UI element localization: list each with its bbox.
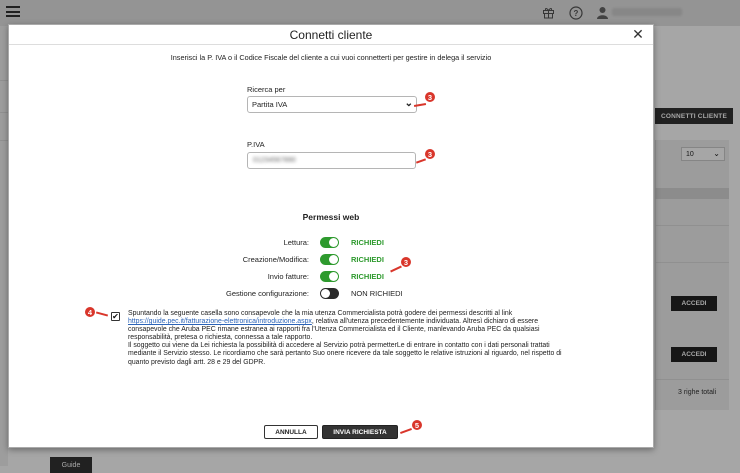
permission-toggle-creazione[interactable] bbox=[320, 254, 339, 265]
submit-request-button[interactable]: INVIA RICHIESTA bbox=[322, 425, 398, 439]
permission-toggle-gestione[interactable] bbox=[320, 288, 339, 299]
annotation-marker: 3 bbox=[424, 148, 436, 160]
permission-status: NON RICHIEDI bbox=[351, 289, 403, 298]
piva-label: P.IVA bbox=[247, 140, 265, 149]
permission-label: Gestione configurazione: bbox=[226, 289, 309, 298]
svg-text:?: ? bbox=[573, 8, 578, 18]
search-by-label: Ricerca per bbox=[247, 85, 286, 94]
dialog-intro-text: Inserisci la P. IVA o il Codice Fiscale del cliente a cui vuoi connetterti per gestire in delega il servizio bbox=[170, 53, 492, 62]
consent-text-part: , relativa all'utenza precedentemente individuata. Altresì dichiaro di essere consapevole che Aruba PEC rimane estranea ai rapporti fra l'Utenza Commercialista ed il Cliente, manlevando Aruba PEC da qualsiasi responsabilità, pretesa o richiesta, connessa a tale rapporto. bbox=[128, 318, 540, 342]
accedi-button[interactable]: ACCEDI bbox=[671, 347, 717, 362]
piva-value: 01234567890 bbox=[253, 157, 296, 164]
permission-toggle-lettura[interactable] bbox=[320, 237, 339, 248]
accedi-button[interactable]: ACCEDI bbox=[671, 296, 717, 311]
dialog-header bbox=[9, 25, 653, 45]
annotation-marker: 3 bbox=[424, 91, 436, 103]
permission-label: Lettura: bbox=[283, 238, 309, 247]
rows-total-text: 3 righe totali bbox=[678, 389, 717, 396]
permission-row-lettura bbox=[169, 237, 469, 249]
chevron-down-icon: ⌄ bbox=[404, 98, 413, 109]
guide-button[interactable]: Guide bbox=[50, 457, 92, 473]
permissions-title: Permessi web bbox=[302, 212, 360, 222]
annotation-marker: 3 bbox=[400, 256, 412, 268]
permission-row-gestione bbox=[169, 288, 469, 300]
search-by-select[interactable] bbox=[247, 96, 417, 113]
annotation-marker: 4 bbox=[84, 306, 96, 318]
permission-status: RICHIEDI bbox=[351, 238, 384, 247]
consent-checkbox[interactable]: ✔ bbox=[112, 312, 119, 321]
guide-link[interactable]: https://guide.pec.it/fatturazione-elettronica/introduzione.aspx bbox=[128, 318, 312, 326]
connetti-cliente-button[interactable]: CONNETTI CLIENTE bbox=[655, 108, 733, 124]
close-icon[interactable]: ✕ bbox=[632, 26, 644, 42]
permission-toggle-invio[interactable] bbox=[320, 271, 339, 282]
consent-text-part: Il soggetto cui viene da Lei richiesta la possibilità di accedere al Servizio potrà permetterLe di entrare in contatto con i dati personali trattati mediante il Servizio stesso. Le ricordiamo che sarà pertanto Suo onere ricevere da tale soggetto le relative istruzioni al riguardo, nel rispetto di quanto previsto dagli artt. 28 e 29 del GDPR. bbox=[128, 342, 562, 366]
consent-text bbox=[128, 310, 578, 367]
permission-status: RICHIEDI bbox=[351, 255, 384, 264]
annotation-marker: 5 bbox=[411, 419, 423, 431]
permission-row-invio bbox=[169, 271, 469, 283]
permission-row-creazione bbox=[169, 254, 469, 266]
connetti-cliente-dialog bbox=[8, 24, 654, 448]
permission-label: Invio fatture: bbox=[267, 272, 309, 281]
dialog-title: Connetti cliente bbox=[289, 28, 373, 42]
chevron-down-icon: ⌄ bbox=[713, 149, 720, 158]
cancel-button[interactable]: ANNULLA bbox=[264, 425, 318, 439]
search-by-value: Partita IVA bbox=[252, 100, 288, 109]
permission-label: Creazione/Modifica: bbox=[242, 255, 309, 264]
consent-text-part: Spuntando la seguente casella sono consapevole che la mia utenza Commercialista potrà godere dei permessi descritti al link bbox=[128, 310, 513, 317]
piva-input[interactable] bbox=[247, 152, 416, 169]
permission-status: RICHIEDI bbox=[351, 272, 384, 281]
page-size-value: 10 bbox=[686, 150, 694, 158]
